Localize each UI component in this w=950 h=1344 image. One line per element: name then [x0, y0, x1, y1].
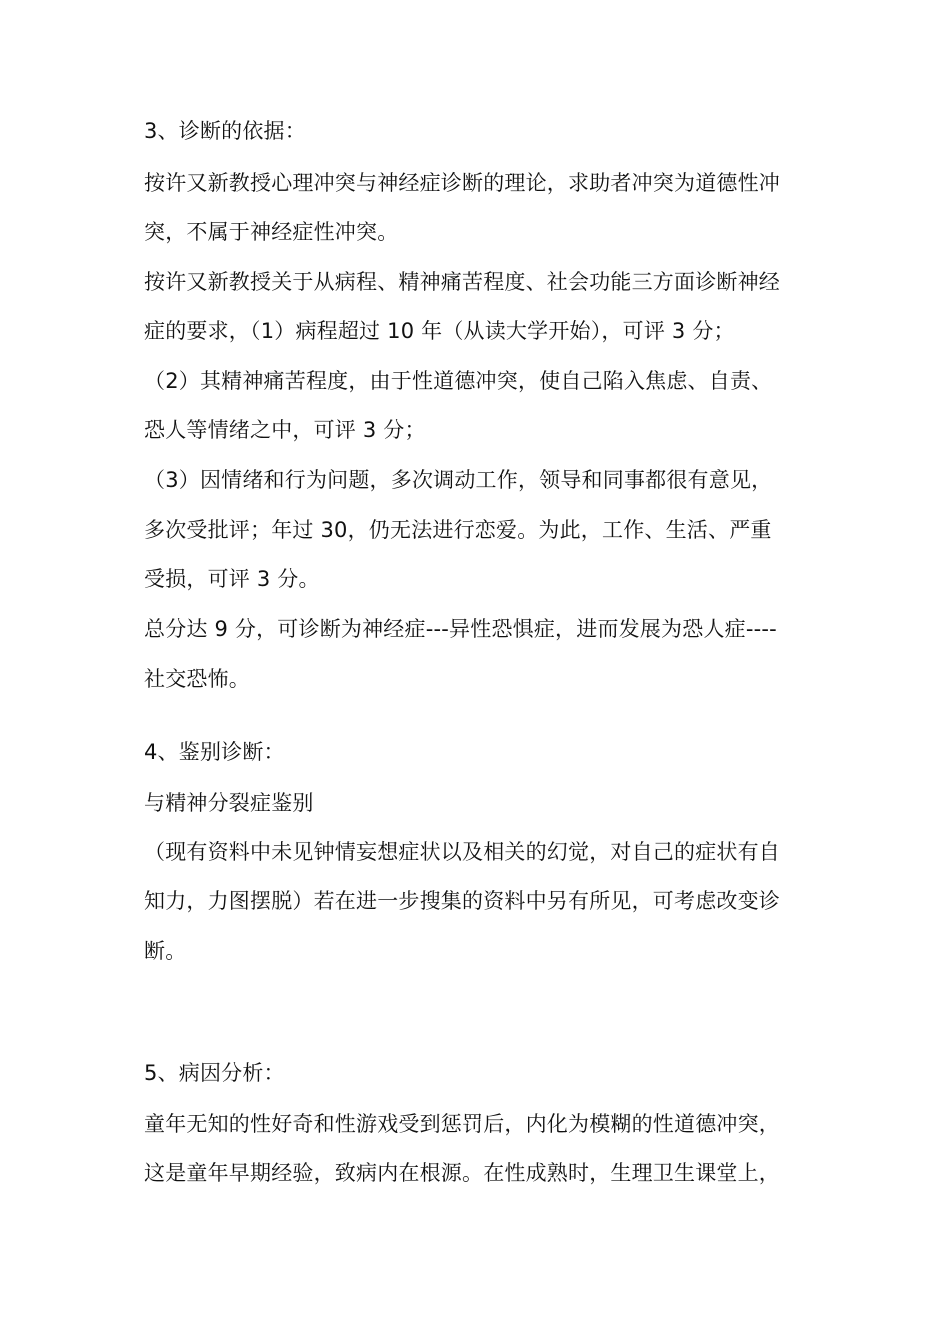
paragraph-line: （现有资料中未见钟情妄想症状以及相关的幻觉，对自己的症状有自 — [144, 840, 780, 864]
paragraph-line: 按许又新教授心理冲突与神经症诊断的理论，求助者冲突为道德性冲 — [144, 171, 780, 195]
paragraph-line: 知力，力图摆脱）若在进一步搜集的资料中另有所见，可考虑改变诊 — [144, 889, 780, 913]
paragraph-line: 断。 — [144, 939, 187, 963]
paragraph-line: 受损，可评 3 分。 — [144, 567, 320, 591]
paragraph-line: 与精神分裂症鉴别 — [144, 791, 314, 815]
paragraph-line: 按许又新教授关于从病程、精神痛苦程度、社会功能三方面诊断神经 — [144, 270, 780, 294]
paragraph-line: 总分达 9 分，可诊断为神经症---异性恐惧症，进而发展为恐人症---- — [144, 617, 777, 641]
paragraph-line: 童年无知的性好奇和性游戏受到惩罚后，内化为模糊的性道德冲突， — [144, 1112, 780, 1136]
paragraph-line: （3）因情绪和行为问题，多次调动工作，领导和同事都很有意见， — [144, 468, 773, 492]
section-heading-differential-diagnosis: 4、鉴别诊断： — [144, 740, 285, 764]
paragraph-line: 社交恐怖。 — [144, 667, 250, 691]
section-heading-diagnosis-basis: 3、诊断的依据： — [144, 119, 306, 143]
paragraph-line: 症的要求，（1）病程超过 10 年（从读大学开始），可评 3 分； — [144, 319, 735, 343]
paragraph-line: 多次受批评；年过 30，仍无法进行恋爱。为此，工作、生活、严重 — [144, 518, 772, 542]
paragraph-line: （2）其精神痛苦程度，由于性道德冲突，使自己陷入焦虑、自责、 — [144, 369, 773, 393]
section-heading-cause-analysis: 5、病因分析： — [144, 1061, 285, 1085]
paragraph-line: 这是童年早期经验，致病内在根源。在性成熟时，生理卫生课堂上， — [144, 1161, 780, 1185]
paragraph-line: 突，不属于神经症性冲突。 — [144, 220, 399, 244]
paragraph-line: 恐人等情绪之中，可评 3 分； — [144, 418, 426, 442]
